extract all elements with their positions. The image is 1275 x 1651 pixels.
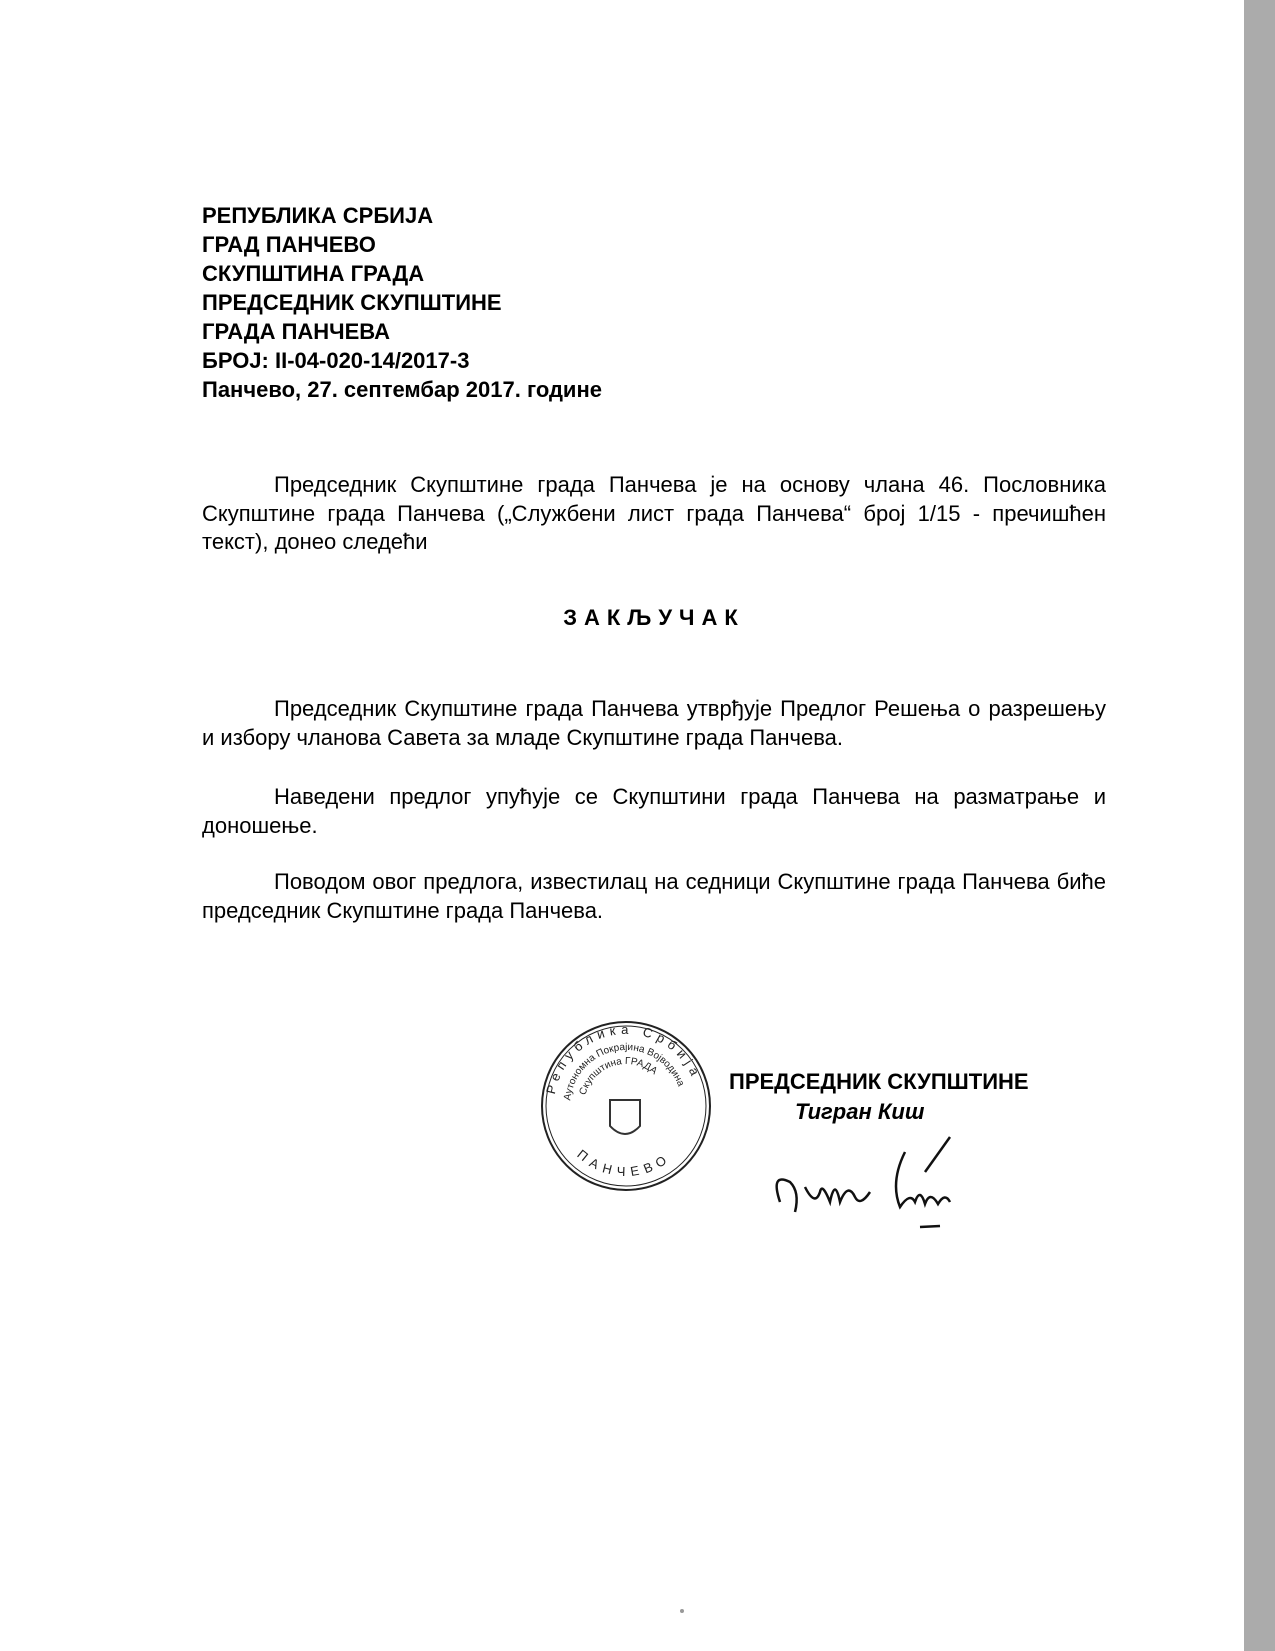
- header-city-of: ГРАДА ПАНЧЕВА: [202, 319, 390, 344]
- stamp-outer-text: Република Србија: [542, 1021, 705, 1096]
- header-country: РЕПУБЛИКА СРБИЈА: [202, 203, 434, 228]
- signatory-title: ПРЕДСЕДНИК СКУПШТИНЕ: [729, 1069, 1029, 1094]
- scan-edge: [1244, 0, 1275, 1651]
- paragraph-1: Председник Скупштине града Панчева утврђује Предлог Решења о разрешењу и избору чланова Савета за младе Скупштине града Панчева.: [202, 696, 1106, 750]
- svg-text:ПАНЧЕВО: [574, 1146, 674, 1179]
- document-header: [202, 201, 602, 404]
- header-number: БРОЈ: II-04-020-14/2017-3: [202, 348, 470, 373]
- header-date: Панчево, 27. септембар 2017. године: [202, 377, 602, 402]
- paragraph-2: Наведени предлог упућује се Скупштини града Панчева на разматрање и доношење.: [202, 784, 1106, 838]
- scan-speck: [680, 1609, 684, 1613]
- stamp-bottom-text: ПАНЧЕВО: [574, 1146, 675, 1180]
- official-stamp: [540, 1020, 712, 1192]
- coat-of-arms-icon: [610, 1100, 640, 1134]
- signatory-name: Тигран Киш: [795, 1099, 925, 1124]
- stamp-inner-text: Аутономна Покрајина Војводина: [562, 1041, 687, 1102]
- intro-paragraph: Председник Скупштине града Панчева је на основу члана 46. Пословника Скупштине града Панчева („Службени лист града Панчева“ број 1/15 - пречишћен текст), донео следећи: [202, 472, 1106, 554]
- stamp-middle-text: Скупштина ГРАДА: [577, 1055, 660, 1097]
- document-title: ЗАКЉУЧАК: [563, 605, 745, 630]
- header-city: ГРАД ПАНЧЕВО: [202, 232, 376, 257]
- header-president: ПРЕДСЕДНИК СКУПШТИНЕ: [202, 290, 502, 315]
- header-assembly: СКУПШТИНА ГРАДА: [202, 261, 425, 286]
- paragraph-3: Поводом овог предлога, известилац на седници Скупштине града Панчева биће председник Скупштине града Панчева.: [202, 869, 1106, 923]
- handwritten-signature: [760, 1132, 1000, 1232]
